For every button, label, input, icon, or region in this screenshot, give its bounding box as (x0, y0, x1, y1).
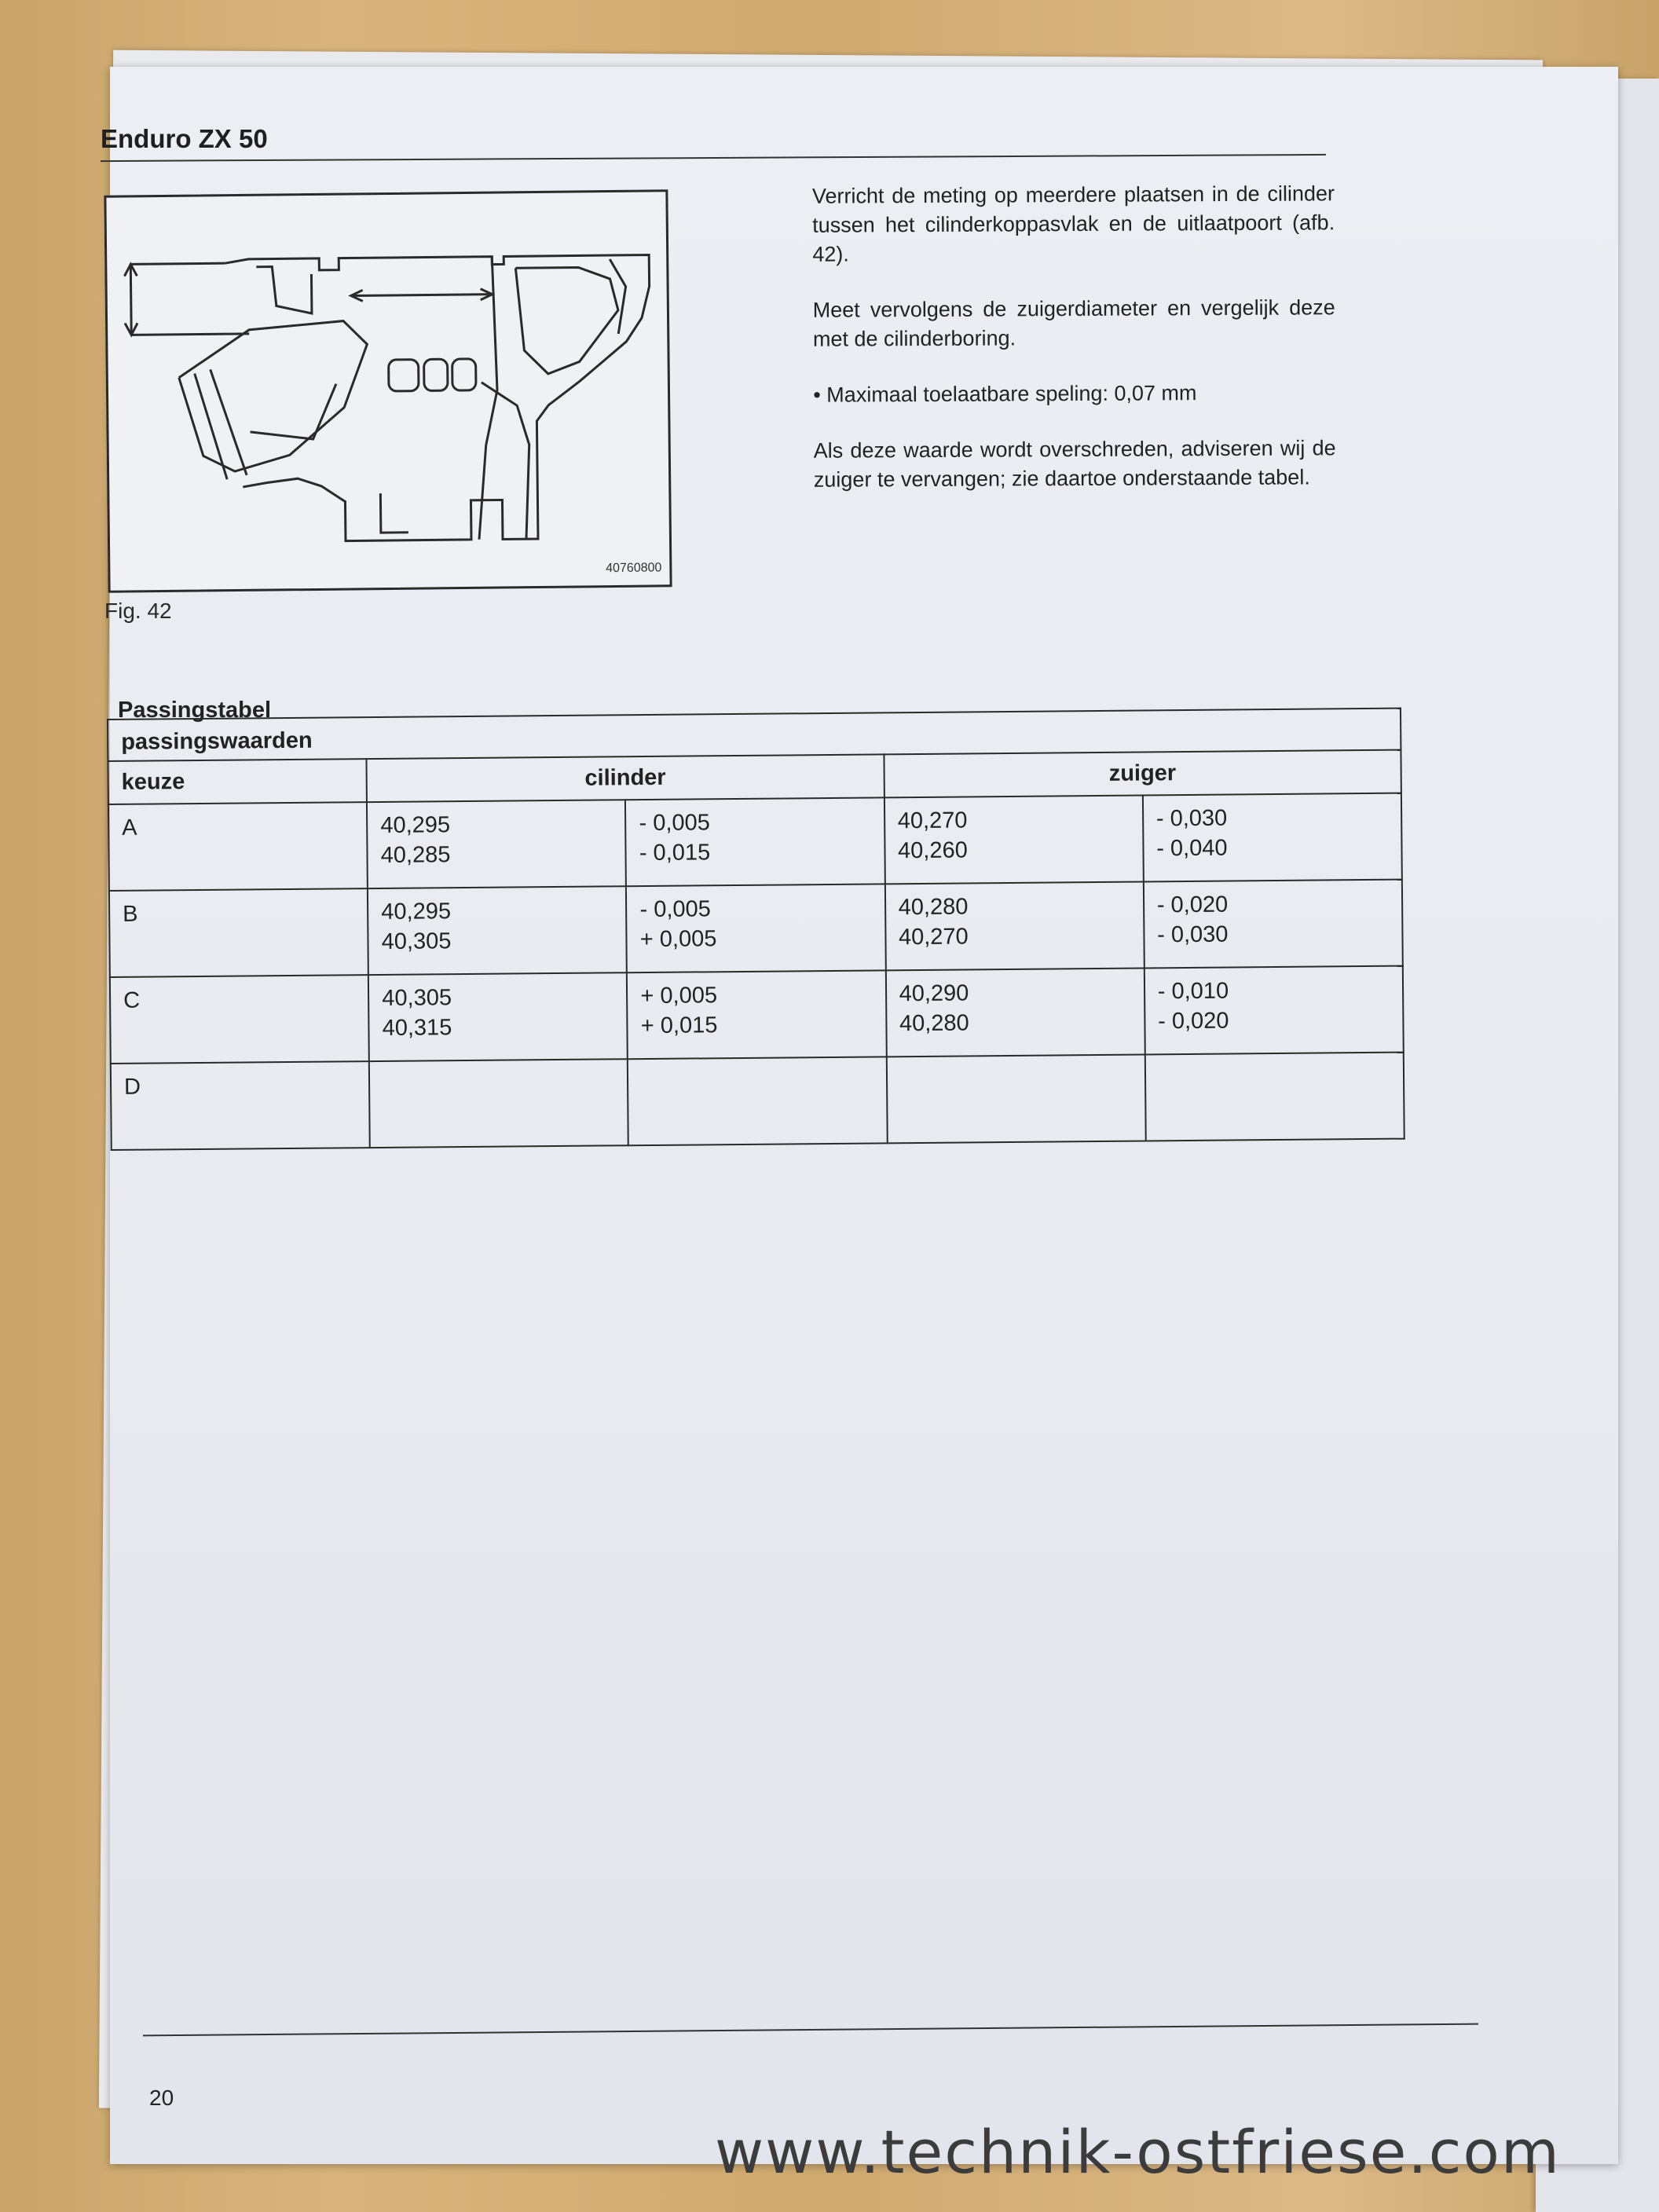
zuiger-value-cell (885, 968, 1144, 1057)
header-keuze: keuze (108, 759, 367, 804)
bullet-max-clearance (813, 378, 1335, 409)
zuiger-tolerance-cell (1144, 966, 1404, 1055)
value: - 0,005 (639, 810, 710, 837)
value: - 0,030 (1155, 805, 1228, 832)
zuiger-tolerance-cell (1145, 1053, 1404, 1141)
keuze-cell: B (109, 888, 368, 977)
figure-caption: Fig. 42 (104, 599, 172, 623)
value: - 0,010 (1157, 978, 1229, 1005)
value: - 0,005 (639, 896, 711, 923)
zuiger-value-cell (884, 881, 1144, 970)
cilinder-tolerance-cell (628, 1057, 887, 1145)
value: 40,315 (382, 1015, 452, 1041)
value: 40,305 (381, 928, 452, 954)
keuze-cell: C (110, 975, 369, 1064)
keuze-cell: A (108, 802, 368, 891)
value: 40,295 (380, 812, 451, 838)
value: + 0,015 (640, 1013, 718, 1039)
cilinder-value-cell (367, 800, 626, 888)
zuiger-value-cell (886, 1054, 1145, 1143)
value: 40,280 (899, 1010, 969, 1037)
cilinder-value-cell (368, 972, 628, 1061)
instruction-text (812, 179, 1336, 521)
page-number: 20 (149, 2086, 174, 2110)
value: 40,270 (897, 808, 968, 834)
cilinder-tolerance-cell (626, 884, 885, 972)
zuiger-tolerance-cell (1143, 793, 1402, 882)
value: + 0,005 (639, 926, 717, 953)
value: - 0,020 (1156, 892, 1229, 918)
value: + 0,005 (640, 983, 718, 1009)
value: 40,305 (382, 985, 452, 1011)
value: - 0,015 (639, 840, 711, 866)
value: - 0,020 (1158, 1008, 1229, 1035)
cilinder-tolerance-cell (625, 797, 884, 886)
value: 40,270 (898, 924, 969, 950)
zuiger-tolerance-cell (1144, 880, 1403, 969)
value: 40,290 (899, 980, 969, 1007)
table-row (111, 1053, 1404, 1150)
paragraph-3: Als deze waarde wordt overschreden, adviseren wij de zuiger te vervangen; zie daartoe onderstaande tabel. (813, 436, 1336, 492)
cilinder-value-cell (368, 886, 627, 975)
paragraph-2: Meet vervolgens de zuigerdiameter en vergelijk deze met de cilinderboring. (812, 295, 1335, 351)
header-zuiger: zuiger (884, 750, 1401, 798)
value: 40,280 (898, 894, 969, 921)
cilinder-tolerance-cell (627, 970, 886, 1059)
cylinder-cross-section-drawing (106, 192, 669, 590)
paragraph-1: Verricht de meting op meerdere plaatsen in de cilinder tussen het cilinderkoppasvlak en de uitlaatpoort (afb. 42). (811, 181, 1335, 266)
value: 40,260 (897, 837, 968, 864)
keuze-cell: D (111, 1061, 370, 1150)
value: 40,285 (380, 842, 451, 868)
table-row (109, 880, 1403, 977)
cilinder-value-cell (369, 1059, 628, 1148)
watermark-url: www.technik-ostfriese.com (715, 2117, 1561, 2187)
figure-42 (104, 189, 672, 592)
group-header: passingswaarden (108, 709, 1401, 761)
value: - 0,040 (1156, 835, 1228, 862)
fit-table (107, 708, 1405, 1151)
table-caption: Passingstabel (118, 698, 272, 723)
table-row (110, 966, 1404, 1064)
table-row (108, 793, 1402, 891)
value: - 0,030 (1157, 921, 1229, 948)
figure-code: 40760800 (606, 561, 662, 576)
bullet-text: Maximaal toelaatbare speling: 0,07 mm (826, 381, 1197, 407)
page-title: Enduro ZX 50 (101, 124, 268, 153)
zuiger-value-cell (884, 795, 1143, 884)
header-cilinder: cilinder (367, 754, 884, 802)
value: 40,295 (381, 899, 452, 925)
